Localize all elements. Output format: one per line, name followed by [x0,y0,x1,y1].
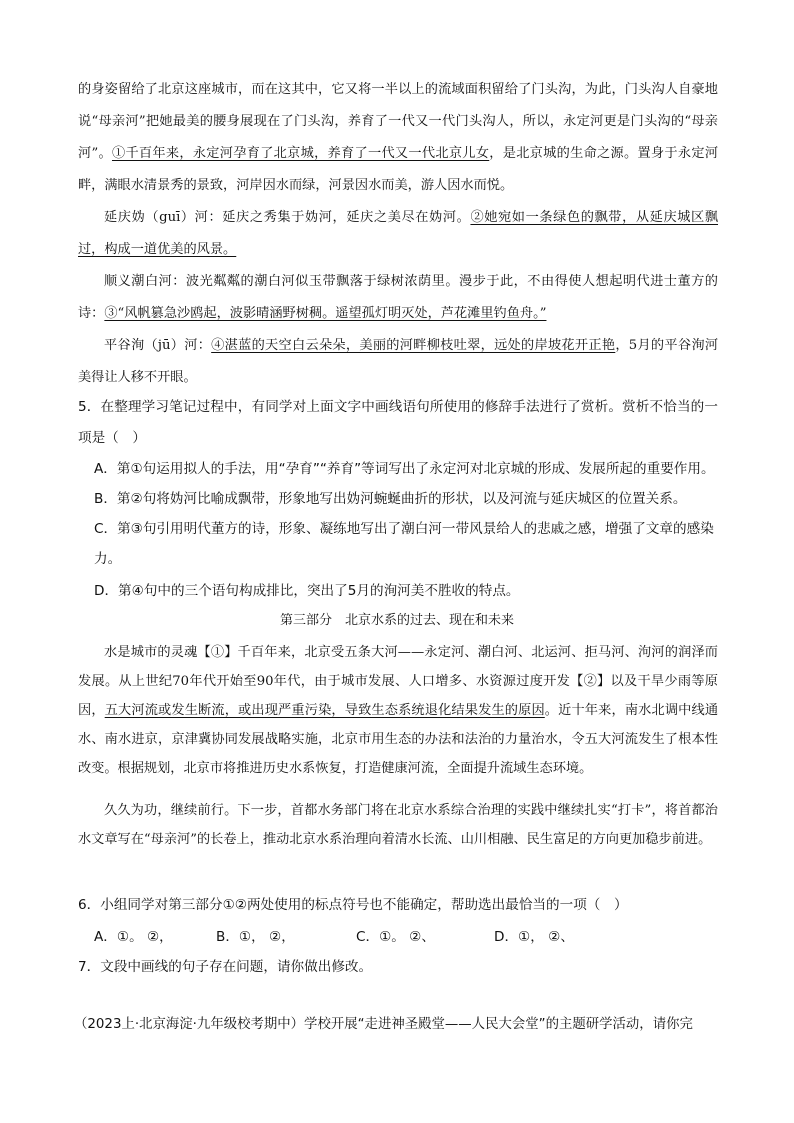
question-6-choice-a: A．①。 ②， [94,929,173,945]
passage-paragraph-guihe: 延庆妫（guī）河：延庆之秀集于妫河，延庆之美尽在妫河。②她宛如一条绿色的飘带，从延庆城区飘过，构成一道优美的风景。 [78,210,719,257]
question-6-stem: 6．小组同学对第三部分①②两处使用的标点符号也不能确定，帮助选出最恰当的一项（ ） [78,897,628,913]
question-5-stem: 5．在整理学习笔记过程中，有同学对上面文字中画线语句所使用的修辞手法进行了赏析。赏析不恰当的一项是（ ） [78,399,718,446]
underlined-problem-sentence: 五大河流或发生断流，或出现严重污染，导致生态系统退化结果发生的原因 [104,703,545,718]
section-3-paragraph-2: 久久为功，继续前行。下一步，首都水务部门将在北京水系综合治理的实践中继续扎实“打卡”，将首都治水文章写在“母亲河”的长卷上，推动北京水系治理向着清水长流、山川相融、民生富足的方向更加稳步前进。 [78,803,718,847]
question-5-option-c: C．第③句引用明代董方的诗，形象、凝练地写出了潮白河一带风景给人的悲戚之感，增强了文章的感染力。 [94,521,714,567]
section-3-heading: 第三部分 北京水系的过去、现在和未来 [279,613,514,628]
underlined-sentence-2: ②她宛如一条绿色的飘带，从延庆城区飘过，构成一道优美的风景。 [78,210,719,257]
question-6-choices [94,922,714,952]
next-question-intro: （2023上·北京海淀·九年级校考期中）学校开展“走进神圣殿堂——人民大会堂”的主题研学活动，请你完 [74,1017,693,1032]
question-5-option-b: B．第②句将妫河比喻成飘带，形象地写出妫河蜿蜒曲折的形状，以及河流与延庆城区的位置关系。 [94,491,687,507]
underlined-sentence-4: ④湛蓝的天空白云朵朵，美丽的河畔柳枝吐翠，远处的岸坡花开正艳 [211,338,616,353]
question-5-option-d: D．第④句中的三个语句构成排比，突出了5月的洵河美不胜收的特点。 [94,583,520,599]
question-6-choice-c: C．①。 ②、 [356,929,435,945]
underlined-sentence-3: ③“风帆篡急沙鸥起，波影晴涵野树稠。遥望孤灯明灭处，芦花滩里钓鱼舟。” [104,306,547,321]
underlined-sentence-1: ①千百年来，永定河孕育了北京城，养育了一代又一代北京儿女 [111,146,490,161]
section-3-paragraph-1: 水是城市的灵魂【①】千百年来，北京受五条大河——永定河、潮白河、北运河、拒马河、泃河的润泽而发展。从上世纪70年代开始至90年代，由于城市发展、人口增多、水资源过度开发【②】以及干旱少雨等原因，五大河流或发生断流，或出现严重污染，导致生态系统退化结果发生的原因。近十年来，南水北调中线通水、南水进京，京津冀协同发展战略实施，北京市用生态的办法和法治的力量治水，令五大河流发生了根本性改变。根据规划，北京市将推进历史水系恢复，打造健康河流，全面提升流域生态环境。 [78,645,719,776]
question-6-choice-d: D．①， ②、 [494,929,574,945]
question-6-choice-b: B．①， ②， [216,929,295,945]
question-7-stem: 7．文段中画线的句子存在问题，请你做出修改。 [78,959,373,975]
question-5-option-a: A．第①句运用拟人的手法，用“孕育”“养育”等词写出了永定河对北京城的形成、发展所起的重要作用。 [94,461,715,477]
passage-paragraph-yongding: 的身姿留给了北京这座城市，而在这其中，它又将一半以上的流域面积留给了门头沟，为此，门头沟人自豪地说“母亲河”把她最美的腰身展现在了门头沟，养育了一代又一代门头沟人，所以，永定河更是门头沟的“母亲河”。①千百年来，永定河孕育了北京城，养育了一代又一代北京儿女，是北京城的生命之源。置身于永定河畔，满眼水清景秀的景致，河岸因水而绿，河景因水而美，游人因水而悦。 [78,82,719,193]
passage-paragraph-juhe: 平谷洵（jū）河：④湛蓝的天空白云朵朵，美丽的河畔柳枝吐翠，远处的岸坡花开正艳，5月的平谷洵河美得让人移不开眼。 [78,338,719,385]
passage-paragraph-chaobaihe: 顺义潮白河：波光粼粼的潮白河似玉带飘落于绿树浓荫里。漫步于此，不由得使人想起明代进士董方的诗：③“风帆篡急沙鸥起，波影晴涵野树稠。遥望孤灯明灭处，芦花滩里钓鱼舟。” [78,274,718,321]
